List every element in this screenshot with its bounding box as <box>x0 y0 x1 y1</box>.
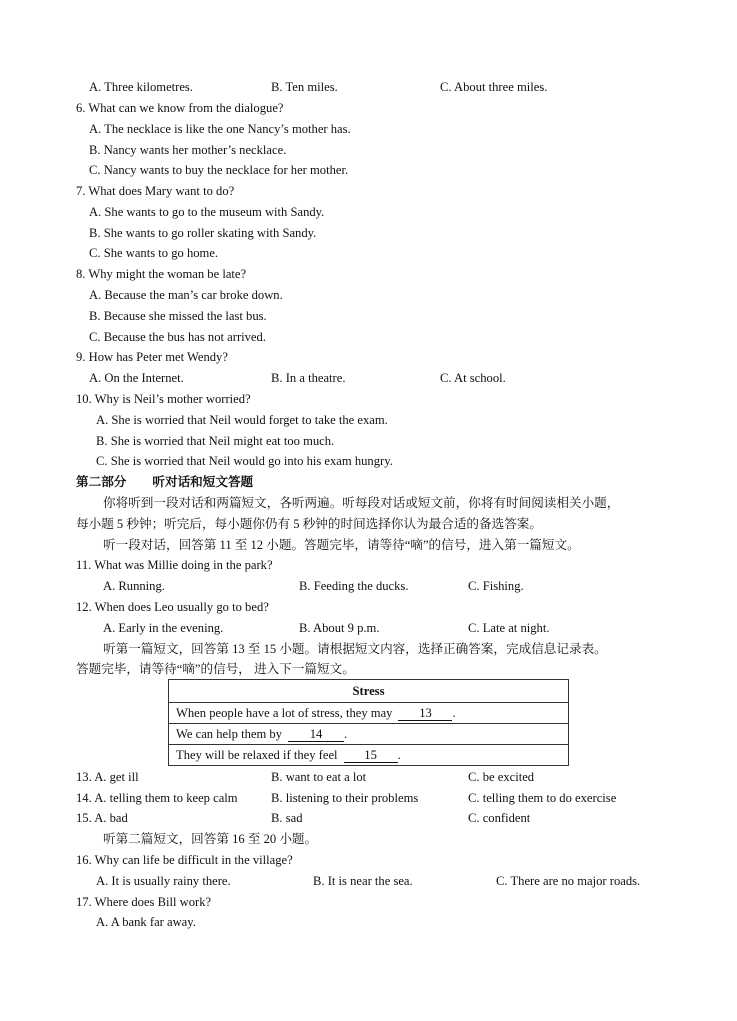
q5-option-b: B. Ten miles. <box>271 80 338 94</box>
q14-option-b: B. listening to their problems <box>271 791 419 805</box>
q15-option-b: B. sad <box>271 811 303 825</box>
q9-option-a: A. On the Internet. <box>89 371 184 385</box>
passage1-intro-line2: 答题完毕，请等待“嘀”的信号， 进入下一篇短文。 <box>76 662 355 676</box>
row-text: When people have a lot of stress, they may <box>176 706 393 720</box>
part2-intro-line2: 每小题 5 秒钟；听完后，每小题你仍有 5 秒钟的时间选择你认为最合适的备选答案。 <box>76 517 542 531</box>
part2-label: 第二部分 <box>76 475 127 489</box>
q16-option-c: C. There are no major roads. <box>496 874 641 888</box>
q7-option-a: A. She wants to go to the museum with Sandy. <box>89 205 325 219</box>
q11-option-a: A. Running. <box>103 579 165 593</box>
q9-option-c: C. At school. <box>440 371 506 385</box>
table-row: When people have a lot of stress, they may 13 . <box>169 703 569 724</box>
q10-option-c: C. She is worried that Neil would go into his exam hungry. <box>96 454 393 468</box>
q10-option-a: A. She is worried that Neil would forget to take the exam. <box>96 413 388 427</box>
q9-option-b: B. In a theatre. <box>271 371 346 385</box>
q7-option-c: C. She wants to go home. <box>89 246 219 260</box>
q17-option-a: A. A bank far away. <box>96 915 196 929</box>
q8-question: 8. Why might the woman be late? <box>76 267 247 281</box>
row-text: We can help them by <box>176 727 282 741</box>
q8-option-c: C. Because the bus has not arrived. <box>89 330 266 344</box>
q6-option-c: C. Nancy wants to buy the necklace for her mother. <box>89 163 349 177</box>
row-text: They will be relaxed if they feel <box>176 748 338 762</box>
table-row: They will be relaxed if they feel 15 . <box>169 745 569 766</box>
answer-blank: 14 <box>288 727 344 742</box>
q5-option-c: C. About three miles. <box>440 80 548 94</box>
q13-option-c: C. be excited <box>468 770 535 784</box>
part2-title: 听对话和短文答题 <box>152 475 254 489</box>
q7-question: 7. What does Mary want to do? <box>76 184 235 198</box>
q12-option-a: A. Early in the evening. <box>103 621 224 635</box>
q7-option-b: B. She wants to go roller skating with Sandy. <box>89 226 317 240</box>
q16-question: 16. Why can life be difficult in the village? <box>76 853 293 867</box>
q10-option-b: B. She is worried that Neil might eat too much. <box>96 434 335 448</box>
q6-option-a: A. The necklace is like the one Nancy’s mother has. <box>89 122 351 136</box>
answer-blank: 13 <box>398 706 452 721</box>
q16-option-a: A. It is usually rainy there. <box>96 874 231 888</box>
q11-option-c: C. Fishing. <box>468 579 524 593</box>
q13-option-b: B. want to eat a lot <box>271 770 367 784</box>
q6-option-b: B. Nancy wants her mother’s necklace. <box>89 143 287 157</box>
q6-question: 6. What can we know from the dialogue? <box>76 101 284 115</box>
q12-option-b: B. About 9 p.m. <box>299 621 380 635</box>
q11-option-b: B. Feeding the ducks. <box>299 579 409 593</box>
passage1-intro-line1: 听第一篇短文，回答第 13 至 15 小题。请根据短文内容，选择正确答案，完成信息记录表。 <box>103 642 607 656</box>
dialog-intro: 听一段对话，回答第 11 至 12 小题。答题完毕，请等待“嘀”的信号，进入第一篇短文。 <box>103 538 580 552</box>
q8-option-a: A. Because the man’s car broke down. <box>89 288 283 302</box>
q16-option-b: B. It is near the sea. <box>313 874 413 888</box>
q10-question: 10. Why is Neil’s mother worried? <box>76 392 251 406</box>
stress-table <box>168 679 569 766</box>
q5-option-a: A. Three kilometres. <box>89 80 193 94</box>
q17-question: 17. Where does Bill work? <box>76 895 212 909</box>
q12-question: 12. When does Leo usually go to bed? <box>76 600 269 614</box>
q15-option-a: 15. A. bad <box>76 811 128 825</box>
passage2-intro: 听第二篇短文，回答第 16 至 20 小题。 <box>103 832 318 846</box>
q13-option-a: 13. A. get ill <box>76 770 139 784</box>
q15-option-c: C. confident <box>468 811 531 825</box>
answer-blank: 15 <box>344 748 398 763</box>
q8-option-b: B. Because she missed the last bus. <box>89 309 267 323</box>
q11-question: 11. What was Millie doing in the park? <box>76 558 273 572</box>
part2-heading <box>76 474 253 490</box>
q12-option-c: C. Late at night. <box>468 621 550 635</box>
q14-option-c: C. telling them to do exercise <box>468 791 617 805</box>
q14-option-a: 14. A. telling them to keep calm <box>76 791 238 805</box>
table-row: We can help them by 14 . <box>169 724 569 745</box>
stress-table-title: Stress <box>169 680 569 703</box>
q9-question: 9. How has Peter met Wendy? <box>76 350 228 364</box>
part2-intro-line1: 你将听到一段对话和两篇短文，各听两遍。听每段对话或短文前，你将有时间阅读相关小题， <box>103 496 620 510</box>
